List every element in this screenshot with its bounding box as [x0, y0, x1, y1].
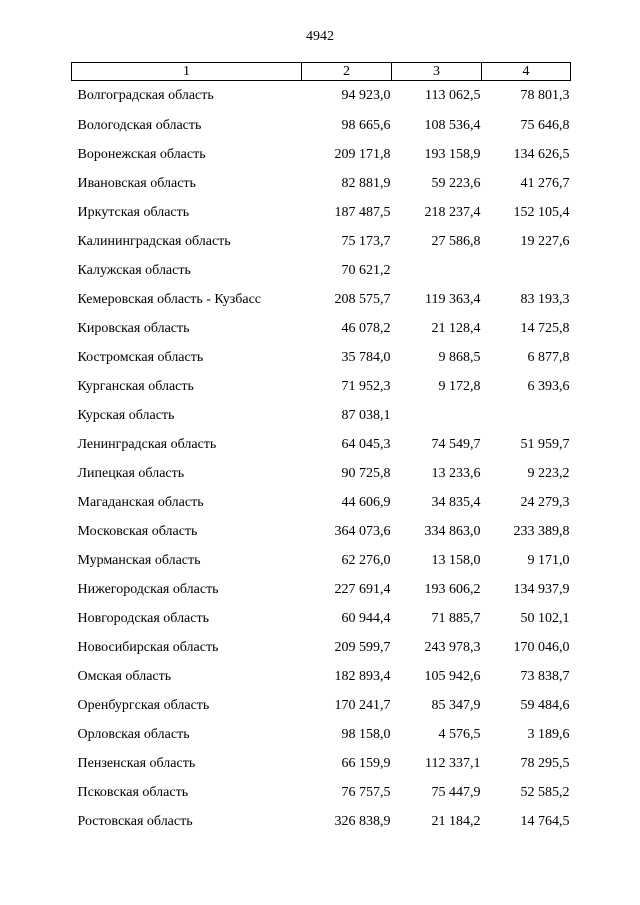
- value-col-2-cell: 44 606,9: [341, 494, 391, 510]
- value-col-3-cell: 193 606,2: [424, 581, 481, 597]
- value-col-3-cell: 334 863,0: [424, 523, 481, 539]
- region-name-cell: Омская область: [77, 668, 172, 684]
- column-header-3: 3: [392, 63, 482, 81]
- value-col-3-cell: 71 885,7: [431, 610, 481, 626]
- value-col-4-cell: [482, 255, 571, 284]
- value-col-4-cell: 9 223,2: [527, 465, 570, 481]
- region-name-cell: Кемеровская область - Кузбасс: [77, 291, 262, 307]
- value-col-3-cell: 21 128,4: [431, 320, 481, 336]
- region-name-cell: Ростовская область: [77, 813, 193, 829]
- value-col-4-cell: 14 725,8: [520, 320, 570, 336]
- table-header: [72, 63, 571, 81]
- value-col-4-cell: 134 626,5: [513, 146, 570, 162]
- value-col-2-cell: 60 944,4: [341, 610, 391, 626]
- value-col-3-cell: 27 586,8: [431, 233, 481, 249]
- value-col-4-cell: 170 046,0: [513, 639, 570, 655]
- value-col-4-cell: 78 801,3: [520, 88, 570, 103]
- table-row: [72, 81, 571, 110]
- table-row: [72, 197, 571, 226]
- table-row: [72, 690, 571, 719]
- region-name-cell: Иркутская область: [77, 204, 190, 220]
- value-col-2-cell: 64 045,3: [341, 436, 391, 452]
- value-col-3-cell: 113 062,5: [425, 88, 481, 103]
- value-col-3-cell: 105 942,6: [424, 668, 481, 684]
- region-name-cell: Калужская область: [77, 262, 191, 278]
- region-name-cell: Московская область: [77, 523, 198, 539]
- value-col-4-cell: 52 585,2: [520, 784, 570, 800]
- value-col-2-cell: 227 691,4: [334, 581, 391, 597]
- value-col-2-cell: 208 575,7: [334, 291, 391, 307]
- region-name-cell: Волгоградская область: [77, 88, 214, 103]
- value-col-2-cell: 90 725,8: [341, 465, 391, 481]
- value-col-4-cell: 19 227,6: [520, 233, 570, 249]
- table-row: [72, 255, 571, 284]
- value-col-3-cell: 193 158,9: [424, 146, 481, 162]
- value-col-3-cell: 21 184,2: [431, 813, 481, 829]
- value-col-2-cell: 62 276,0: [341, 552, 391, 568]
- table-row: [72, 719, 571, 748]
- value-col-2-cell: 98 665,6: [341, 117, 391, 133]
- table-row: [72, 371, 571, 400]
- value-col-3-cell: 9 868,5: [438, 349, 481, 365]
- region-name-cell: Новосибирская область: [77, 639, 219, 655]
- column-header-1: 1: [72, 63, 302, 81]
- table-row: [72, 574, 571, 603]
- region-name-cell: Курская область: [77, 407, 175, 423]
- value-col-3-cell: 108 536,4: [424, 117, 481, 133]
- value-col-2-cell: 170 241,7: [334, 697, 391, 713]
- value-col-3-cell: 119 363,4: [425, 291, 481, 307]
- value-col-3-cell: [392, 255, 482, 284]
- value-col-2-cell: 46 078,2: [341, 320, 391, 336]
- value-col-3-cell: 9 172,8: [438, 378, 481, 394]
- value-col-3-cell: [392, 400, 482, 429]
- value-col-3-cell: 112 337,1: [425, 755, 481, 771]
- region-name-cell: Вологодская область: [77, 117, 202, 133]
- value-col-4-cell: 83 193,3: [520, 291, 570, 307]
- value-col-2-cell: 76 757,5: [341, 784, 391, 800]
- region-name-cell: Новгородская область: [77, 610, 209, 626]
- value-col-2-cell: 209 599,7: [334, 639, 391, 655]
- value-col-4-cell: 3 189,6: [527, 726, 570, 742]
- value-col-3-cell: 59 223,6: [431, 175, 481, 191]
- region-name-cell: Липецкая область: [77, 465, 185, 481]
- region-name-cell: Мурманская область: [77, 552, 201, 568]
- value-col-4-cell: 41 276,7: [520, 175, 570, 191]
- table-row: [72, 110, 571, 139]
- value-col-3-cell: 34 835,4: [431, 494, 481, 510]
- region-name-cell: Курганская область: [77, 378, 194, 394]
- value-col-2-cell: 66 159,9: [341, 755, 391, 771]
- table-row: [72, 458, 571, 487]
- value-col-2-cell: 75 173,7: [341, 233, 391, 249]
- value-col-2-cell: 94 923,0: [341, 88, 391, 103]
- value-col-3-cell: 75 447,9: [431, 784, 481, 800]
- region-name-cell: Орловская область: [77, 726, 190, 742]
- table-row: [72, 748, 571, 777]
- value-col-2-cell: 187 487,5: [334, 204, 391, 220]
- value-col-2-cell: 326 838,9: [334, 813, 391, 829]
- value-col-4-cell: 6 877,8: [527, 349, 570, 365]
- value-col-3-cell: 4 576,5: [438, 726, 481, 742]
- value-col-4-cell: 233 389,8: [513, 523, 570, 539]
- value-col-4-cell: 14 764,5: [520, 813, 570, 829]
- value-col-3-cell: 13 158,0: [431, 552, 481, 568]
- table-row: [72, 545, 571, 574]
- value-col-2-cell: 70 621,2: [341, 262, 391, 278]
- table-row: [72, 806, 571, 835]
- region-name-cell: Магаданская область: [77, 494, 204, 510]
- value-col-4-cell: 134 937,9: [513, 581, 570, 597]
- region-name-cell: Нижегородская область: [77, 581, 219, 597]
- table-row: [72, 400, 571, 429]
- value-col-3-cell: 218 237,4: [424, 204, 481, 220]
- table-row: [72, 487, 571, 516]
- value-col-3-cell: 74 549,7: [431, 436, 481, 452]
- value-col-4-cell: 152 105,4: [513, 204, 570, 220]
- table-row: [72, 516, 571, 545]
- value-col-4-cell: 51 959,7: [520, 436, 570, 452]
- table-body: [72, 81, 571, 835]
- table-row: [72, 777, 571, 806]
- value-col-3-cell: 243 978,3: [424, 639, 481, 655]
- table-row: [72, 661, 571, 690]
- value-col-4-cell: 24 279,3: [520, 494, 570, 510]
- value-col-2-cell: 98 158,0: [341, 726, 391, 742]
- region-name-cell: Воронежская область: [77, 146, 206, 162]
- value-col-4-cell: 6 393,6: [527, 378, 570, 394]
- table-row: [72, 313, 571, 342]
- value-col-4-cell: [482, 400, 571, 429]
- column-header-4: 4: [482, 63, 571, 81]
- value-col-3-cell: 13 233,6: [431, 465, 481, 481]
- value-col-2-cell: 82 881,9: [341, 175, 391, 191]
- value-col-4-cell: 9 171,0: [527, 552, 570, 568]
- table-row: [72, 284, 571, 313]
- region-name-cell: Костромская область: [77, 349, 204, 365]
- table-row: [72, 168, 571, 197]
- value-col-2-cell: 87 038,1: [341, 407, 391, 423]
- table-row: [72, 139, 571, 168]
- region-name-cell: Пензенская область: [77, 755, 196, 771]
- region-name-cell: Ивановская область: [77, 175, 196, 191]
- header-row: [72, 63, 571, 81]
- value-col-4-cell: 59 484,6: [520, 697, 570, 713]
- table-row: [72, 226, 571, 255]
- column-header-2: 2: [302, 63, 392, 81]
- table-row: [72, 429, 571, 458]
- table-row: [72, 632, 571, 661]
- region-name-cell: Оренбургская область: [77, 697, 210, 713]
- region-name-cell: Кировская область: [77, 320, 190, 336]
- value-col-2-cell: 364 073,6: [334, 523, 391, 539]
- value-col-4-cell: 73 838,7: [520, 668, 570, 684]
- value-col-4-cell: 75 646,8: [520, 117, 570, 133]
- region-name-cell: Ленинградская область: [77, 436, 217, 452]
- region-name-cell: Псковская область: [77, 784, 189, 800]
- table-row: [72, 342, 571, 371]
- region-name-cell: Калининградская область: [77, 233, 231, 249]
- value-col-2-cell: 71 952,3: [341, 378, 391, 394]
- page-number: 4942: [306, 29, 334, 44]
- value-col-2-cell: 35 784,0: [341, 349, 391, 365]
- value-col-4-cell: 78 295,5: [520, 755, 570, 771]
- table-row: [72, 603, 571, 632]
- data-table: [71, 62, 571, 835]
- value-col-2-cell: 182 893,4: [334, 668, 391, 684]
- value-col-3-cell: 85 347,9: [431, 697, 481, 713]
- value-col-2-cell: 209 171,8: [334, 146, 391, 162]
- value-col-4-cell: 50 102,1: [520, 610, 570, 626]
